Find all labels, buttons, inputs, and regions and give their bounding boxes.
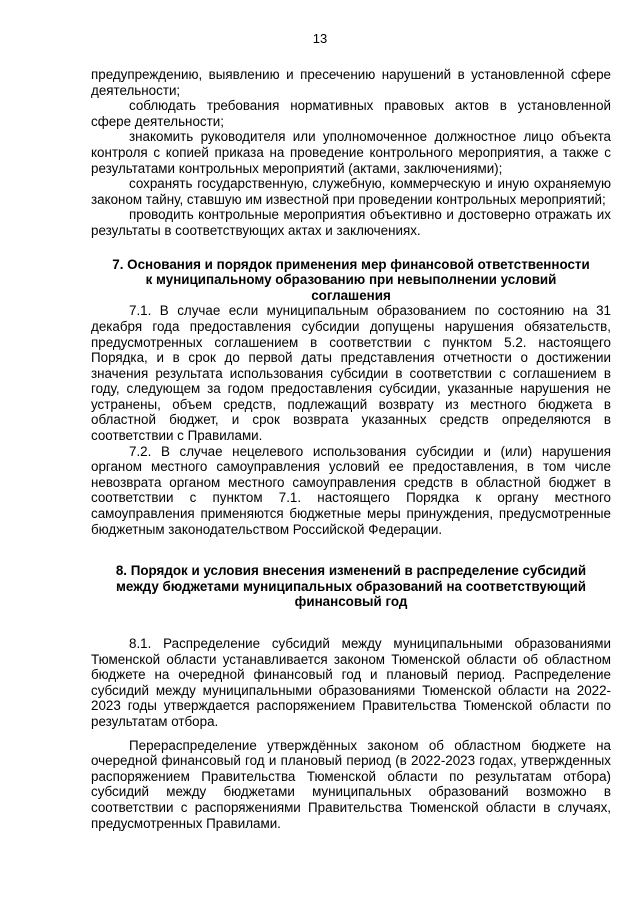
- paragraph: 8.1. Распределение субсидий между муниципальными образованиями Тюменской области устанавливается законом Тюменской области об областном бюджете на очередной финансовый год и плановый период. Распределение субсидий между муниципальными образованиями Тюменской области на 2022-2023 годы утверждается распоряжением Правительства Тюменской области по результатам отбора.: [91, 636, 611, 729]
- document-body: [91, 67, 611, 831]
- paragraph: соблюдать требования нормативных правовых актов в установленной сфере деятельности;: [91, 98, 611, 129]
- paragraph: Перераспределение утверждённых законом об областном бюджете на очередной финансовый год и плановый период (в 2022-2023 годах, утвержденных распоряжением Правительства Тюменской области по результатам отбора) субсидий между бюджетами муниципальных образований возможно в соответствии с распоряжениями Правительства Тюменской области в случаях, предусмотренных Правилами.: [91, 737, 611, 831]
- paragraph: знакомить руководителя или уполномоченное должностное лицо объекта контроля с копией приказа на проведение контрольного мероприятия, а также с результатами контрольных мероприятий (актами, заключениями);: [91, 129, 611, 176]
- section-heading: 7. Основания и порядок применения мер финансовой ответственности к муниципальному образованию при невыполнении условий соглашения: [112, 256, 590, 303]
- section-heading: 8. Порядок и условия внесения изменений в распределение субсидий между бюджетами муниципальных образований на соответствующий финансовый год: [115, 563, 587, 610]
- page-number: 13: [312, 31, 328, 46]
- paragraph: 7.1. В случае если муниципальным образованием по состоянию на 31 декабря года предоставления субсидии допущены нарушения обязательств, предусмотренных соглашением в соответствии с пунктом 5.2. настоящего Порядка, и в срок до первой даты представления отчетности о достижении значения результата использования субсидии в соответствии с соглашением в году, следующем за годом предоставления субсидии, указанные нарушения не устранены, объем средств, подлежащий возврату из местного бюджета в областной бюджет, и срок возврата указанных средств определяются в соответствии с Правилами.: [91, 303, 611, 444]
- paragraph: 7.2. В случае нецелевого использования субсидии и (или) нарушения органом местного самоуправления условий ее предоставления, в том числе невозврата органом местного самоуправления средств в областной бюджет в соответствии с пунктом 7.1. настоящего Порядка к органу местного самоуправления применяются бюджетные меры принуждения, предусмотренные бюджетным законодательством Российской Федерации.: [91, 443, 611, 537]
- paragraph: проводить контрольные мероприятия объективно и достоверно отражать их результаты в соответствующих актах и заключениях.: [91, 207, 611, 238]
- paragraph: предупреждению, выявлению и пресечению нарушений в установленной сфере деятельности;: [91, 67, 611, 98]
- paragraph: сохранять государственную, служебную, коммерческую и иную охраняемую законом тайну, ставшую им известной при проведении контрольных мероприятий;: [91, 176, 611, 207]
